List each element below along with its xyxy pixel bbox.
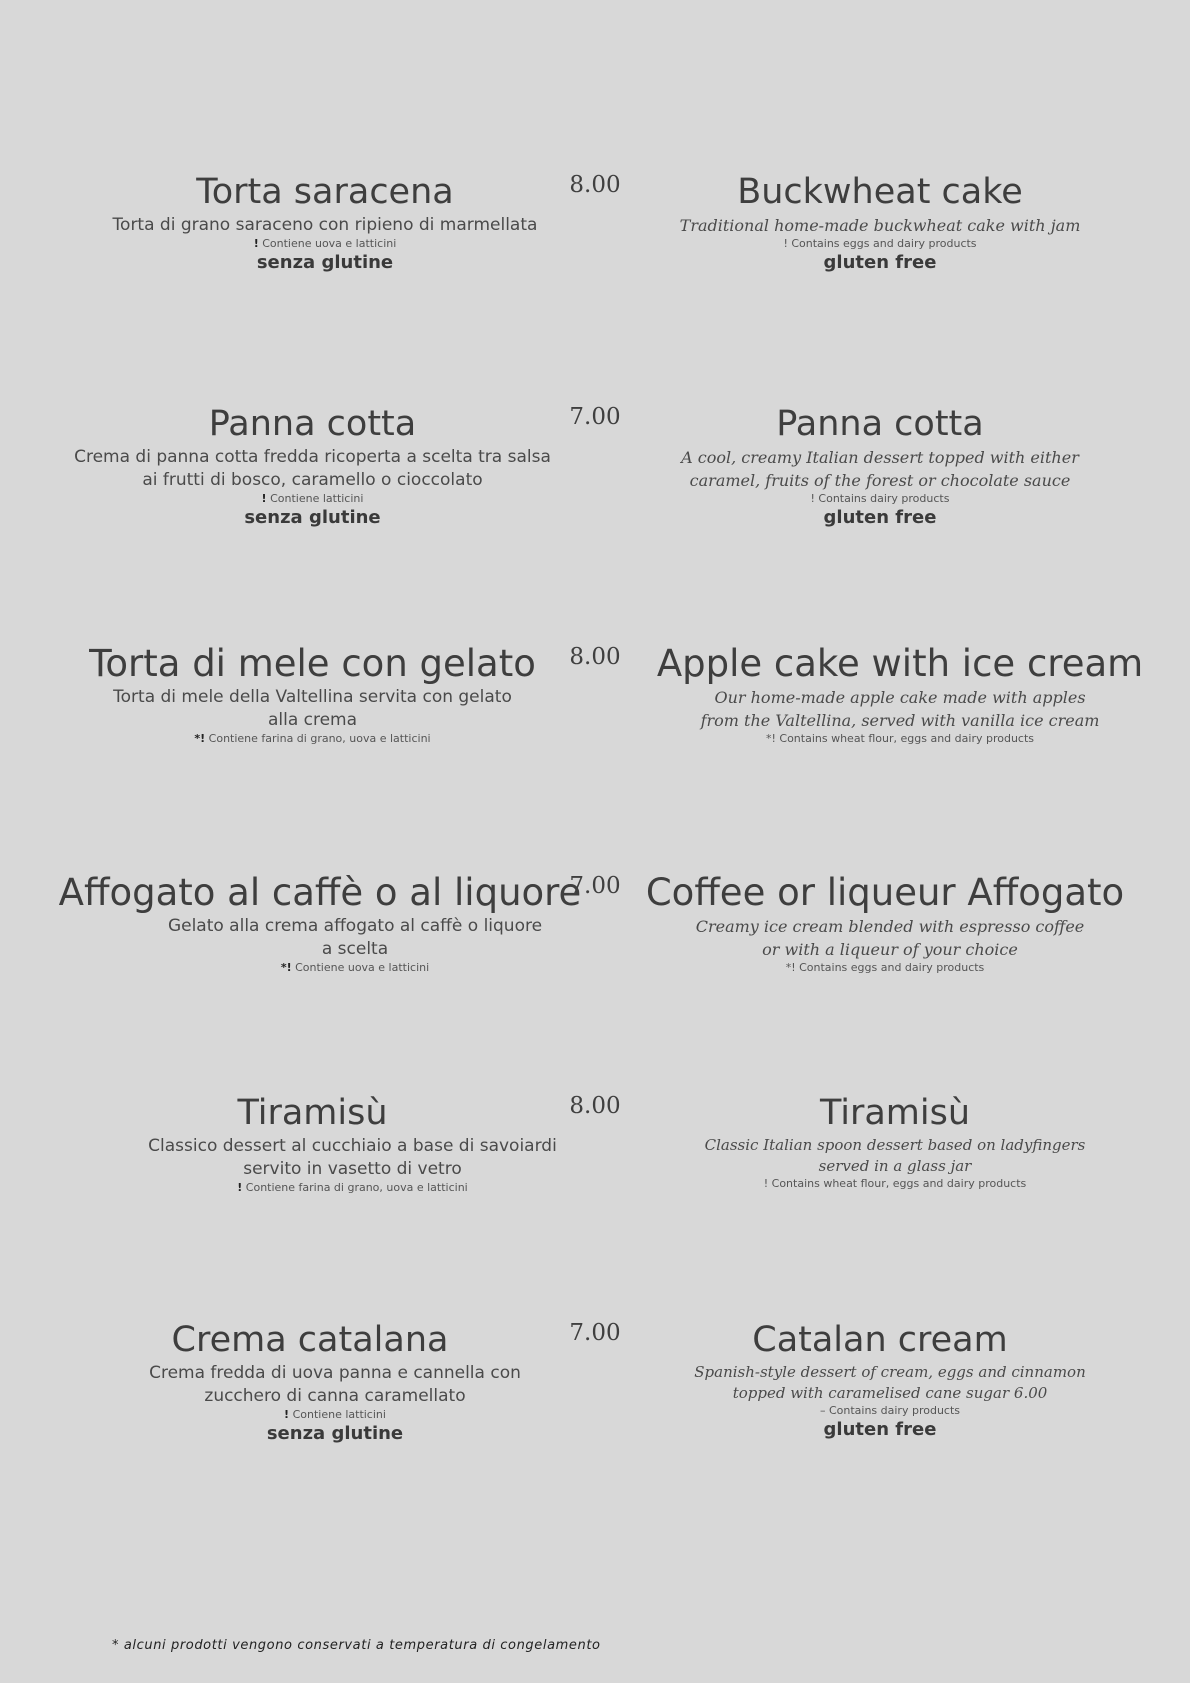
english-column — [630, 1320, 1130, 1442]
italian-column — [40, 1320, 610, 1446]
item-desc-en: Creamy ice cream blended with espresso coffee or with a liqueur of your choice — [695, 917, 1085, 959]
item-price: 7.00 — [569, 873, 621, 899]
allergen-note-en: ! Contains wheat flour, eggs and dairy products — [763, 1177, 1027, 1190]
item-title-en: Catalan cream — [752, 1320, 1008, 1360]
item-desc-it: Crema di panna cotta fredda ricoperta a scelta tra salsa ai frutti di bosco, caramello o cioccolato — [74, 447, 551, 490]
item-title-it: Torta saracena — [196, 172, 454, 212]
item-title-en: Buckwheat cake — [737, 172, 1023, 212]
gluten-free-label-it: senza glutine — [266, 1423, 404, 1444]
item-title-it: Torta di mele con gelato — [89, 642, 536, 685]
item-title-it: Affogato al caffè o al liquore — [58, 871, 582, 914]
item-desc-en: Spanish-style dessert of cream, eggs and cinnamon topped with caramelised cane sugar 6.00 — [694, 1363, 1086, 1402]
item-title-it: Tiramisù — [237, 1093, 388, 1133]
item-title-en: Panna cotta — [776, 404, 984, 444]
italian-column — [40, 404, 585, 530]
item-title-en: Apple cake with ice cream — [656, 642, 1144, 685]
allergen-note-it: ! Contiene latticini — [284, 1408, 386, 1421]
item-desc-en: Classic Italian spoon dessert based on ladyfingers served in a glass jar — [704, 1136, 1086, 1175]
gluten-free-label-en: gluten free — [823, 252, 937, 273]
italian-column — [40, 644, 585, 746]
item-desc-it: Crema fredda di uova panna e cannella con zucchero di canna caramellato — [149, 1363, 521, 1406]
allergen-note-en: ! Contains dairy products — [810, 492, 950, 505]
english-column — [640, 1093, 1150, 1191]
item-desc-en: Traditional home-made buckwheat cake with jam — [679, 216, 1081, 235]
item-price: 7.00 — [569, 1320, 621, 1346]
item-title-en: Tiramisù — [819, 1093, 971, 1133]
item-desc-it: Gelato alla crema affogato al caffè o liquore a scelta — [167, 916, 543, 959]
item-title-it: Crema catalana — [171, 1320, 449, 1360]
gluten-free-label-it: senza glutine — [244, 507, 381, 528]
english-column — [630, 172, 1130, 275]
allergen-note-en: ! Contains eggs and dairy products — [783, 237, 977, 250]
gluten-free-label-it: senza glutine — [256, 252, 394, 273]
allergen-note-it: *! Contiene uova e latticini — [280, 961, 430, 974]
allergen-note-it: ! Contiene latticini — [261, 492, 364, 505]
item-desc-en: Our home-made apple cake made with apples from the Valtellina, served with vanilla ice cream — [700, 688, 1100, 730]
italian-column — [40, 172, 610, 275]
english-column — [640, 644, 1160, 746]
italian-column — [30, 873, 610, 975]
allergen-note-en: – Contains dairy products — [819, 1404, 961, 1417]
footnote-frozen-products: * alcuni prodotti vengono conservati a temperatura di congelamento — [112, 1638, 601, 1653]
allergen-note-it: ! Contiene uova e latticini — [253, 237, 397, 250]
gluten-free-label-en: gluten free — [823, 507, 937, 528]
item-title-it: Panna cotta — [208, 404, 417, 444]
item-price: 8.00 — [569, 644, 621, 670]
item-desc-it: Torta di grano saraceno con ripieno di marmellata — [112, 215, 538, 235]
allergen-note-it: *! Contiene farina di grano, uova e latticini — [194, 732, 431, 745]
item-desc-en: A cool, creamy Italian dessert topped with either caramel, fruits of the forest or chocolate sauce — [681, 448, 1079, 490]
italian-column — [60, 1093, 605, 1195]
gluten-free-label-en: gluten free — [823, 1419, 937, 1440]
item-price: 8.00 — [569, 172, 621, 198]
item-price: 8.00 — [569, 1093, 621, 1119]
allergen-note-en: *! Contains wheat flour, eggs and dairy products — [765, 732, 1035, 745]
english-column — [640, 873, 1130, 975]
item-price: 7.00 — [569, 404, 621, 430]
item-desc-it: Classico dessert al cucchiaio a base di savoiardi servito in vasetto di vetro — [148, 1136, 557, 1179]
english-column — [630, 404, 1130, 530]
allergen-note-it: ! Contiene farina di grano, uova e latticini — [237, 1181, 468, 1194]
item-title-en: Coffee or liqueur Affogato — [645, 871, 1125, 914]
allergen-note-en: *! Contains eggs and dairy products — [785, 961, 985, 974]
item-desc-it: Torta di mele della Valtellina servita con gelato alla crema — [113, 687, 512, 730]
